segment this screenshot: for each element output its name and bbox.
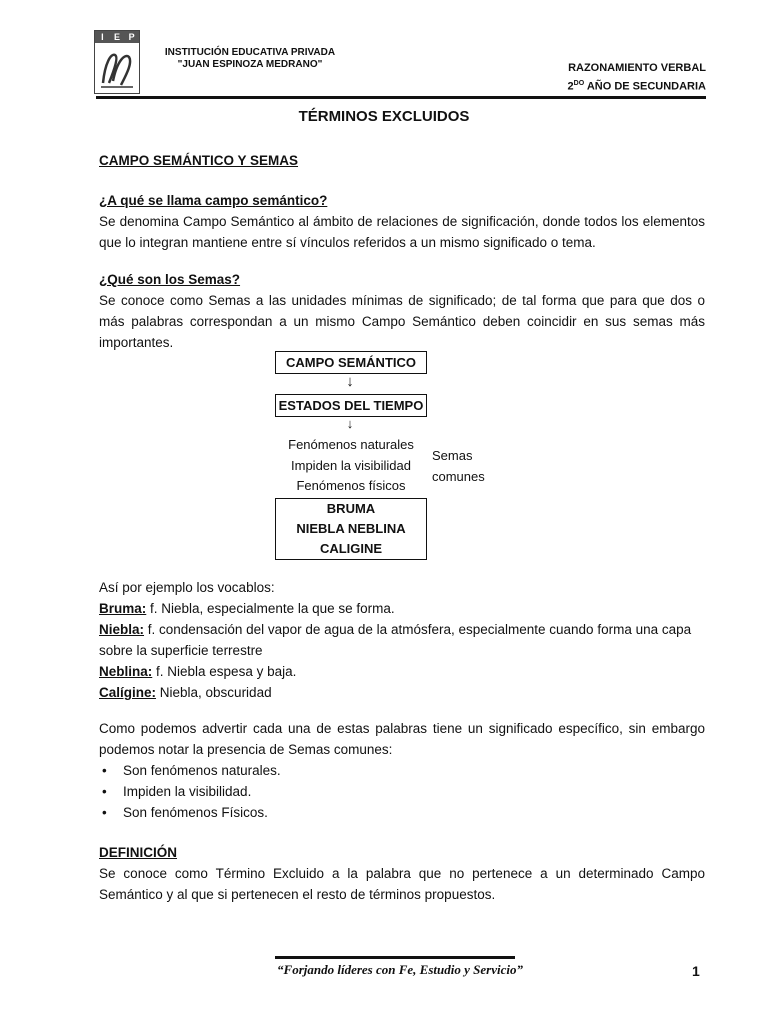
header-rule	[96, 96, 706, 99]
example-neblina	[99, 661, 705, 682]
subject-name: RAZONAMIENTO VERBAL	[568, 62, 706, 74]
semas-bullet-list	[99, 760, 705, 823]
example-definition: f. Niebla espesa y baja.	[152, 664, 297, 679]
word-item: BRUMA	[326, 501, 376, 516]
examples-block	[99, 577, 705, 703]
logo-letter-p: P	[128, 32, 135, 42]
semas-label-line-1: Semas	[432, 448, 473, 463]
example-term: Neblina:	[99, 664, 153, 679]
logo-monogram	[95, 43, 139, 93]
semas-list	[276, 435, 426, 497]
school-line-2: "JUAN ESPINOZA MEDRANO"	[177, 59, 323, 70]
school-line-1: INSTITUCIÓN EDUCATIVA PRIVADA	[164, 47, 336, 58]
observation-block	[99, 718, 705, 823]
example-definition: f. condensación del vapor de agua de la atmósfera, especialmente cuando forma una capa sobre la superficie terrestre	[99, 622, 692, 658]
question-1-block	[99, 190, 705, 253]
list-item: • Impiden la visibilidad.	[99, 781, 705, 802]
question-1: ¿A qué se llama campo semántico?	[99, 193, 328, 208]
subject-block	[568, 61, 706, 95]
example-niebla	[99, 619, 705, 661]
box-campo-semantico: CAMPO SEMÁNTICO	[275, 351, 427, 374]
grade-line	[568, 76, 706, 95]
example-definition: f. Niebla, especialmente la que se forma.	[146, 601, 395, 616]
thin-arrow-down-icon: ↓	[346, 416, 354, 431]
list-item: • Son fenómenos Físicos.	[99, 802, 705, 823]
page-number: 1	[692, 963, 700, 979]
answer-2: Se conoce como Semas a las unidades mínimas de significado; de tal forma que para que dos o más palabras correspondan a un mismo Campo Semántico deben coincidir en sus semas más importantes.	[99, 293, 705, 350]
grade-superscript: DO	[573, 80, 585, 87]
observation-text: Como podemos advertir cada una de estas palabras tiene un significado específico, sin embargo podemos notar la presencia de Semas comunes:	[99, 721, 705, 757]
logo-banner	[95, 31, 139, 43]
page-title: TÉRMINOS EXCLUIDOS	[298, 108, 470, 125]
examples-intro: Así por ejemplo los vocablos:	[99, 580, 275, 595]
section-heading: CAMPO SEMÁNTICO Y SEMAS	[99, 153, 299, 168]
example-caligine	[99, 682, 705, 703]
example-definition: Niebla, obscuridad	[156, 685, 272, 700]
example-term: Niebla:	[99, 622, 145, 637]
definition-heading: DEFINICIÓN	[99, 845, 178, 860]
definition-text: Se conoce como Término Excluido a la palabra que no pertenece a un determinado Campo Semántico y al que si pertenecen el resto de términos propuestos.	[99, 866, 705, 902]
footer-rule	[275, 956, 515, 959]
semas-label-line-2: comunes	[432, 468, 485, 484]
footer-motto: “Forjando líderes con Fe, Estudio y Servicio”	[277, 962, 523, 977]
sema-item: Impiden la visibilidad	[291, 457, 411, 473]
definition-block	[99, 842, 705, 905]
arrow-down-icon: ↓	[346, 373, 354, 390]
word-item: CALIGINE	[319, 541, 383, 556]
sema-item: Fenómenos físicos	[296, 478, 406, 493]
school-name	[150, 47, 350, 71]
school-logo	[94, 30, 140, 94]
question-2: ¿Qué son los Semas?	[99, 272, 241, 287]
example-term: Bruma:	[99, 601, 147, 616]
sema-item: Fenómenos naturales	[288, 437, 414, 452]
question-2-block	[99, 269, 705, 353]
logo-letter-e: E	[114, 32, 121, 42]
example-term: Calígine:	[99, 685, 157, 700]
example-bruma	[99, 598, 705, 619]
answer-1: Se denomina Campo Semántico al ámbito de relaciones de significación, donde todos los elementos que lo integran mantiene entre sí vínculos referidos a un mismo significado o tema.	[99, 214, 705, 250]
semas-comunes-label	[432, 446, 485, 487]
section-heading-block	[99, 150, 705, 171]
list-item: • Son fenómenos naturales.	[99, 760, 705, 781]
word-item: NIEBLA NEBLINA	[296, 521, 406, 536]
box-estados-del-tiempo: ESTADOS DEL TIEMPO	[275, 394, 427, 417]
grade-number: 2	[567, 80, 574, 93]
grade-text: AÑO DE SECUNDARIA	[584, 80, 706, 93]
logo-letter-i: I	[101, 32, 104, 42]
box-words	[275, 498, 427, 560]
